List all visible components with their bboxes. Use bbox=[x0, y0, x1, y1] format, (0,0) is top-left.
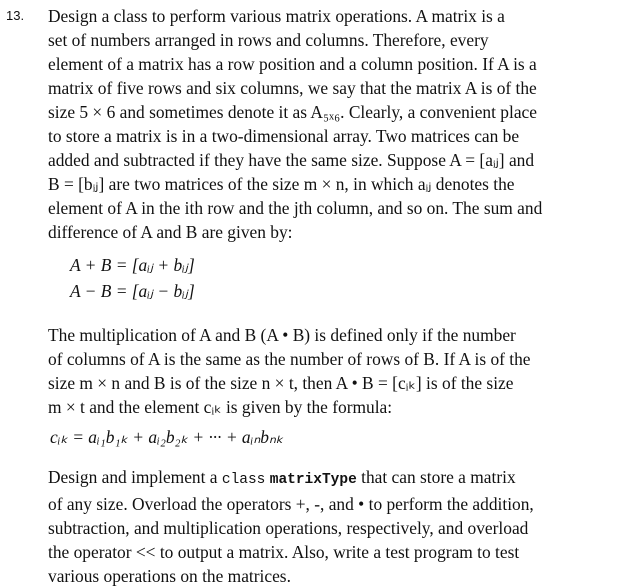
text-line: difference of A and B are given by: bbox=[48, 222, 293, 242]
equation-difference: A − B = [aᵢⱼ − bᵢⱼ] bbox=[70, 281, 195, 301]
text-line: B = [bᵢⱼ] are two matrices of the size m × n, in which aᵢⱼ denotes the bbox=[48, 174, 515, 194]
paragraph-task bbox=[48, 465, 620, 588]
text-line: the operator << to output a matrix. Also, write a test program to test bbox=[48, 542, 520, 562]
text-line: of any size. Overload the operators +, -, and • to perform the addition, bbox=[48, 494, 534, 514]
code-class-name: matrixType bbox=[269, 472, 357, 488]
text-line: element of A in the ith row and the jth column, and so on. The sum and bbox=[48, 198, 543, 218]
text-line: added and subtracted if they have the same size. Suppose A = [aᵢⱼ] and bbox=[48, 150, 535, 170]
text-line: size m × n and B is of the size n × t, then A • B = [cᵢₖ] is of the size bbox=[48, 373, 514, 393]
text-line: to store a matrix is in a two-dimensional array. Two matrices can be bbox=[48, 126, 520, 146]
text-line: The multiplication of A and B (A • B) is defined only if the number bbox=[48, 325, 516, 345]
text-line: size 5 × 6 and sometimes denote it as A₅ₓ₆. Clearly, a convenient place bbox=[48, 102, 537, 122]
text-line: m × t and the element cᵢₖ is given by the formula: bbox=[48, 397, 393, 417]
text-line: set of numbers arranged in rows and columns. Therefore, every bbox=[48, 30, 489, 50]
text-line: of columns of A is the same as the number of rows of B. If A is of the bbox=[48, 349, 531, 369]
paragraph-multiplication bbox=[48, 323, 620, 419]
paragraph-matrix-definition bbox=[48, 4, 620, 244]
equation-product-element: cᵢₖ = aᵢ₁b₁ₖ + aᵢ₂b₂ₖ + ··· + aᵢₙbₙₖ bbox=[50, 427, 284, 447]
text-line: Design and implement a class matrixType that can store a matrix bbox=[48, 467, 516, 488]
text-line: element of a matrix has a row position and a column position. If A is a bbox=[48, 54, 537, 74]
equation-sum: A + B = [aᵢⱼ + bᵢⱼ] bbox=[70, 255, 195, 275]
problem-number: 13. bbox=[6, 8, 25, 23]
text-line: subtraction, and multiplication operations, respectively, and overload bbox=[48, 518, 529, 538]
text-line: Design a class to perform various matrix operations. A matrix is a bbox=[48, 6, 505, 26]
code-keyword-class: class bbox=[221, 472, 266, 488]
text-line: various operations on the matrices. bbox=[48, 566, 291, 586]
text-line: matrix of five rows and six columns, we say that the matrix A is of the bbox=[48, 78, 537, 98]
problem-text bbox=[48, 4, 620, 588]
